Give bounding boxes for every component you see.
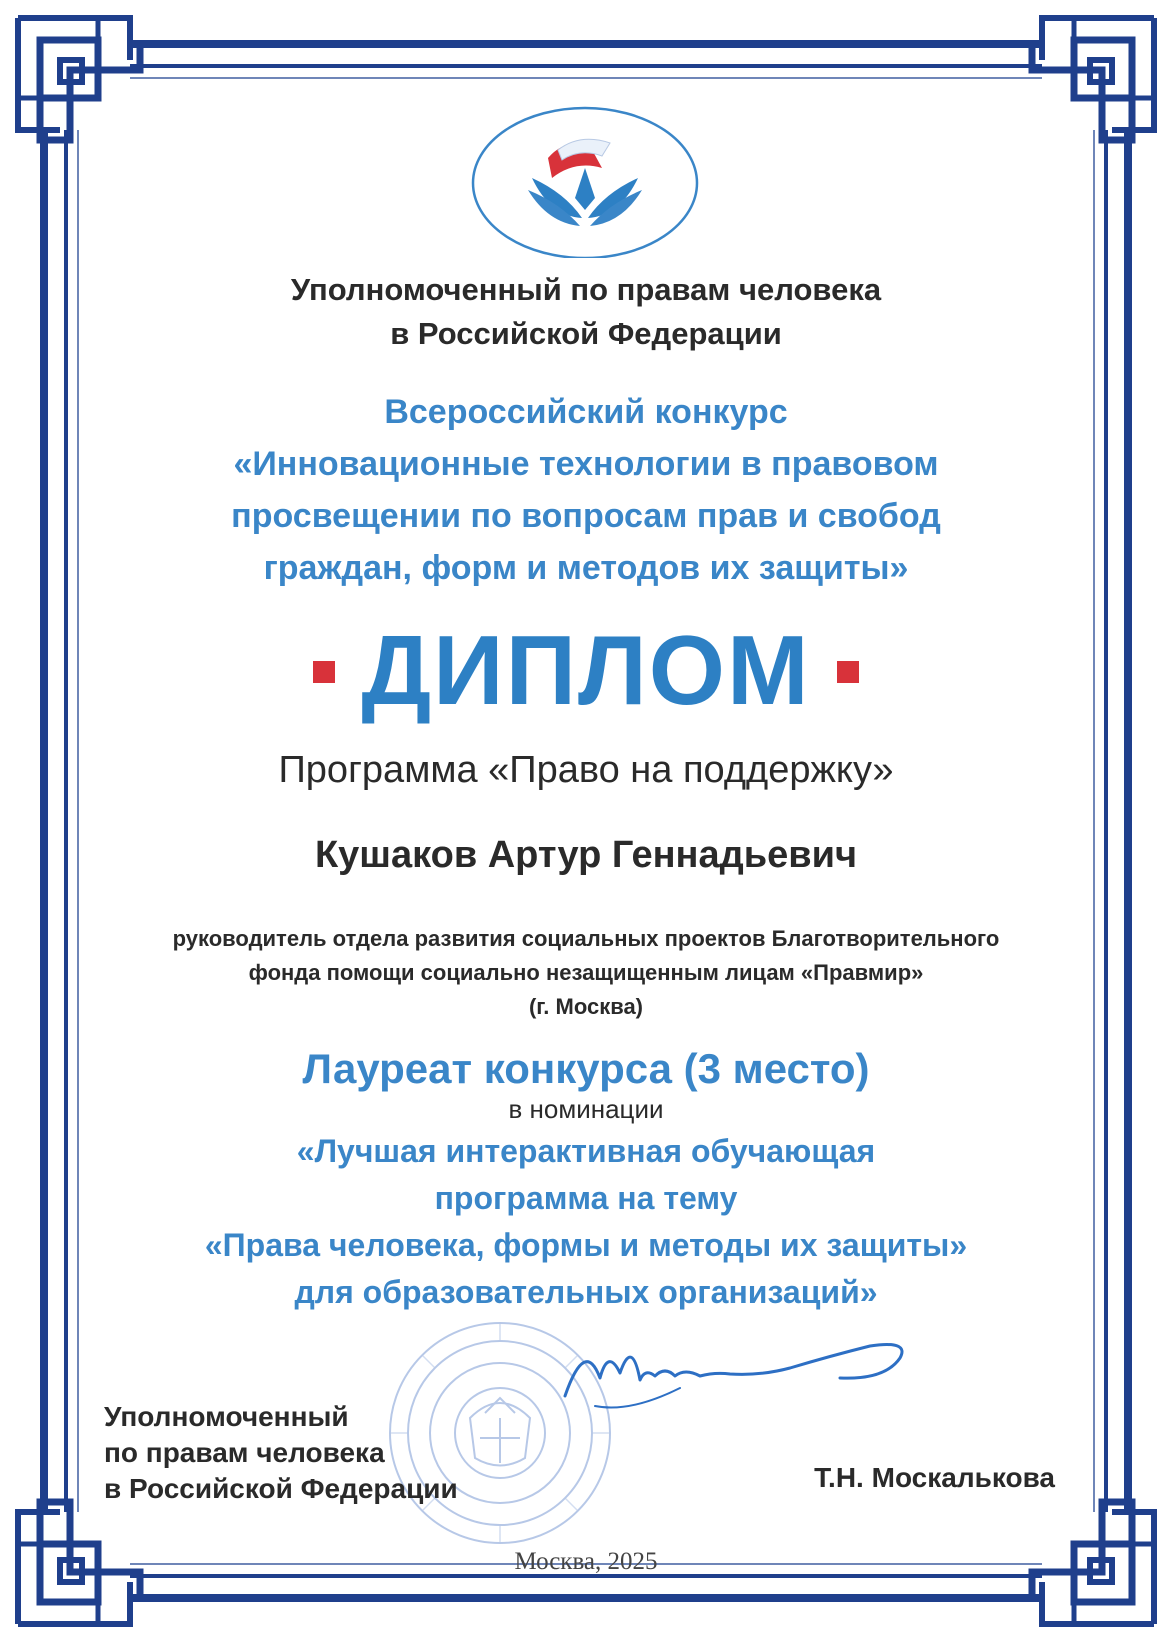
nomination-line-2: программа на тему — [434, 1180, 738, 1216]
red-square-marker-icon — [313, 661, 335, 683]
contest-line-4: граждан, форм и методов их защиты» — [263, 549, 909, 587]
position-line-1: руководитель отдела развития социальных проектов Благотворительного — [172, 926, 1000, 951]
nomination-line-1: «Лучшая интерактивная обучающая — [296, 1133, 876, 1169]
nomination-name — [0, 1128, 1172, 1316]
red-square-marker-icon — [837, 661, 859, 683]
issuer-line-1: Уполномоченный по правам человека — [290, 272, 882, 307]
contest-title — [0, 386, 1172, 594]
signatory-title-line-3: в Российской Федерации — [104, 1473, 458, 1504]
program-name: Программа «Право на поддержку» — [278, 749, 894, 791]
issuer-line-2: в Российской Федерации — [390, 316, 782, 351]
laureate-title: Лауреат конкурса (3 место) — [302, 1045, 870, 1092]
recipient-name: Кушаков Артур Геннадьевич — [314, 834, 858, 876]
ombudsman-emblem — [470, 98, 700, 258]
place-and-date: Москва, 2025 — [514, 1548, 658, 1575]
position-line-3: (г. Москва) — [528, 994, 644, 1019]
diploma-heading — [0, 615, 1172, 725]
contest-line-1: Всероссийский конкурс — [384, 393, 788, 431]
handwritten-signature-icon — [540, 1318, 920, 1428]
contest-line-2: «Инновационные технологии в правовом — [233, 445, 939, 483]
nomination-line-3: «Права человека, формы и методы их защиты» — [204, 1227, 968, 1263]
hands-dove-flag-emblem-icon — [470, 98, 700, 258]
contest-line-3: просвещении по вопросам прав и свобод — [231, 497, 941, 535]
position-line-2: фонда помощи социально незащищенным лицам «Правмир» — [248, 960, 924, 985]
signatory-title-line-1: Уполномоченный — [104, 1401, 349, 1432]
recipient-position — [0, 922, 1172, 1024]
nomination-line-4: для образовательных организаций» — [294, 1274, 878, 1310]
signatory-title-line-2: по правам человека — [104, 1437, 385, 1468]
signer-name: Т.Н. Москалькова — [814, 1462, 1055, 1493]
issuer-header — [0, 268, 1172, 356]
diploma-title-text: ДИПЛОМ — [361, 615, 811, 725]
nomination-intro: в номинации — [508, 1094, 664, 1124]
